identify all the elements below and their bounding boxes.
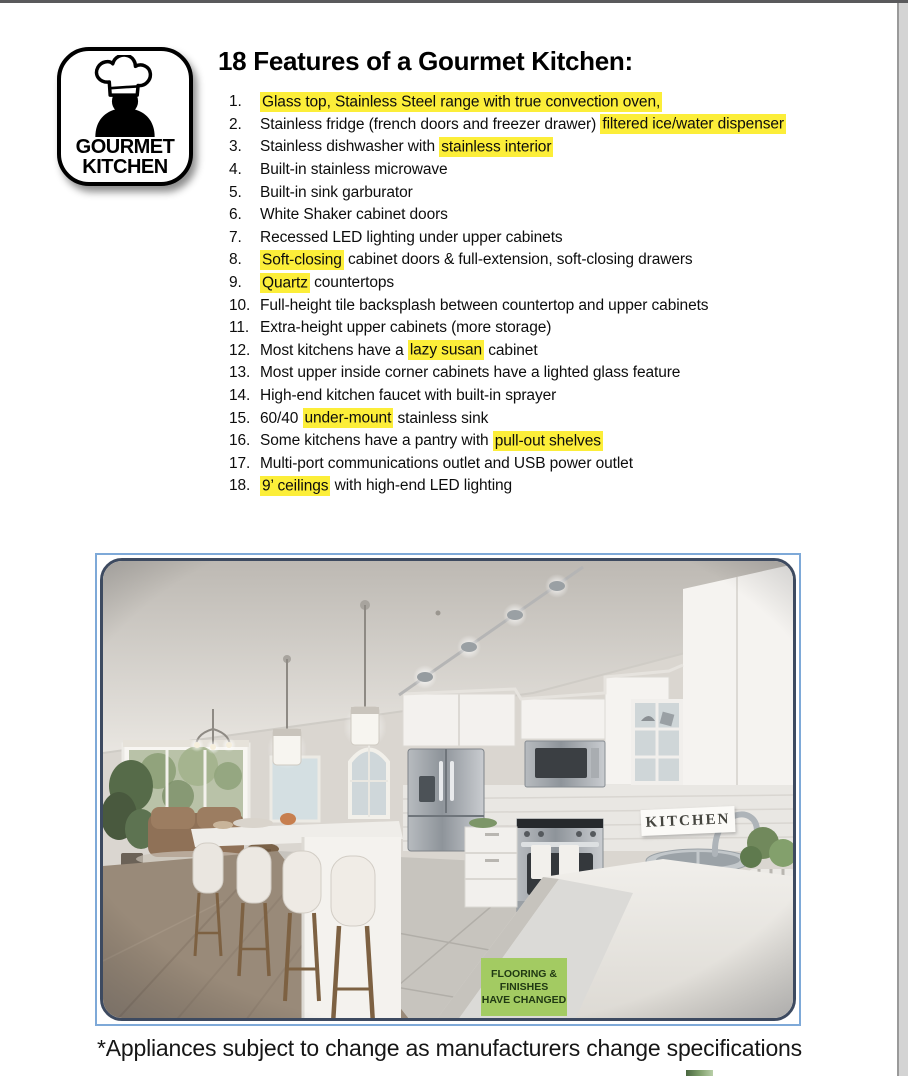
- feature-text: 60/40 under-mount stainless sink: [260, 409, 489, 427]
- feature-text: Stainless fridge (french doors and freezer drawer) filtered ice/water dispenser: [260, 115, 784, 133]
- feature-text: 9’ ceilings with high-end LED lighting: [262, 477, 513, 495]
- feature-text: Multi-port communications outlet and USB power outlet: [260, 454, 633, 472]
- feature-item: [229, 340, 879, 363]
- kitchen-photo: [100, 558, 796, 1021]
- feature-item: [229, 136, 879, 159]
- feature-text: Built-in stainless microwave: [260, 161, 448, 179]
- feature-item: [229, 317, 879, 340]
- feature-number: 8.: [229, 251, 242, 269]
- feature-number: 12.: [229, 341, 251, 359]
- kitchen-photo-frame: [95, 553, 801, 1026]
- feature-number: 3.: [229, 138, 242, 156]
- badge-line: FLOORING &: [491, 967, 557, 980]
- feature-text: High-end kitchen faucet with built-in sprayer: [260, 387, 557, 405]
- feature-item: [229, 430, 879, 453]
- feature-text: Full-height tile backsplash between countertop and upper cabinets: [260, 296, 709, 314]
- feature-item: [229, 407, 879, 430]
- feature-text: Built-in sink garburator: [260, 183, 413, 201]
- feature-text: Stainless dishwasher with stainless interior: [260, 138, 552, 156]
- flooring-finishes-badge: [481, 958, 567, 1016]
- appliances-disclaimer: *Appliances subject to change as manufacturers change specifications: [97, 1035, 802, 1061]
- feature-text: Glass top, Stainless Steel range with true convection oven,: [262, 93, 661, 111]
- logo-text-line2: KITCHEN: [82, 156, 168, 178]
- feature-number: 2.: [229, 115, 242, 133]
- feature-text: Quartz countertops: [262, 274, 395, 292]
- feature-item: [229, 385, 879, 408]
- feature-text: Most kitchens have a lazy susan cabinet: [260, 341, 538, 359]
- feature-text: Most upper inside corner cabinets have a lighted glass feature: [260, 364, 681, 382]
- features-list: [229, 91, 879, 498]
- page-title: 18 Features of a Gourmet Kitchen:: [218, 46, 633, 76]
- feature-item: [229, 114, 879, 137]
- feature-text: Extra-height upper cabinets (more storage): [260, 319, 552, 337]
- feature-number: 17.: [229, 454, 251, 472]
- feature-item: [229, 227, 879, 250]
- feature-number: 10.: [229, 296, 251, 314]
- feature-item: [229, 475, 879, 498]
- feature-item: [229, 362, 879, 385]
- feature-item: [229, 453, 879, 476]
- feature-number: 15.: [229, 409, 251, 427]
- badge-line: FINISHES: [499, 980, 549, 993]
- feature-item: [229, 181, 879, 204]
- kitchen-photo-illustration: [103, 561, 796, 1021]
- feature-number: 14.: [229, 387, 251, 405]
- feature-number: 18.: [229, 477, 251, 495]
- feature-text: Some kitchens have a pantry with pull-out shelves: [260, 432, 601, 450]
- feature-text: Recessed LED lighting under upper cabinets: [260, 228, 563, 246]
- viewer-top-edge: [0, 0, 908, 3]
- kitchen-sign: KITCHEN: [640, 806, 735, 836]
- feature-item: [229, 249, 879, 272]
- feature-item: [229, 204, 879, 227]
- feature-number: 9.: [229, 274, 242, 292]
- feature-text: Soft-closing cabinet doors & full-extension, soft-closing drawers: [262, 251, 693, 269]
- feature-text: White Shaker cabinet doors: [260, 206, 448, 224]
- feature-item: [229, 294, 879, 317]
- badge-line: HAVE CHANGED: [481, 993, 567, 1006]
- feature-number: 7.: [229, 228, 242, 246]
- partial-next-image: [686, 1070, 713, 1076]
- photo-vignette: [103, 561, 796, 1021]
- chef-icon: [83, 55, 167, 137]
- feature-item: [229, 272, 879, 295]
- feature-number: 6.: [229, 206, 242, 224]
- logo-text-line1: GOURMET: [75, 136, 175, 158]
- feature-number: 5.: [229, 183, 242, 201]
- feature-number: 4.: [229, 161, 242, 179]
- feature-number: 1.: [229, 93, 242, 111]
- viewer-scroll-gutter[interactable]: [897, 0, 908, 1076]
- feature-number: 13.: [229, 364, 251, 382]
- feature-item: [229, 91, 879, 114]
- feature-number: 16.: [229, 432, 251, 450]
- gourmet-kitchen-logo: [57, 47, 193, 186]
- feature-item: [229, 159, 879, 182]
- feature-number: 11.: [229, 319, 250, 337]
